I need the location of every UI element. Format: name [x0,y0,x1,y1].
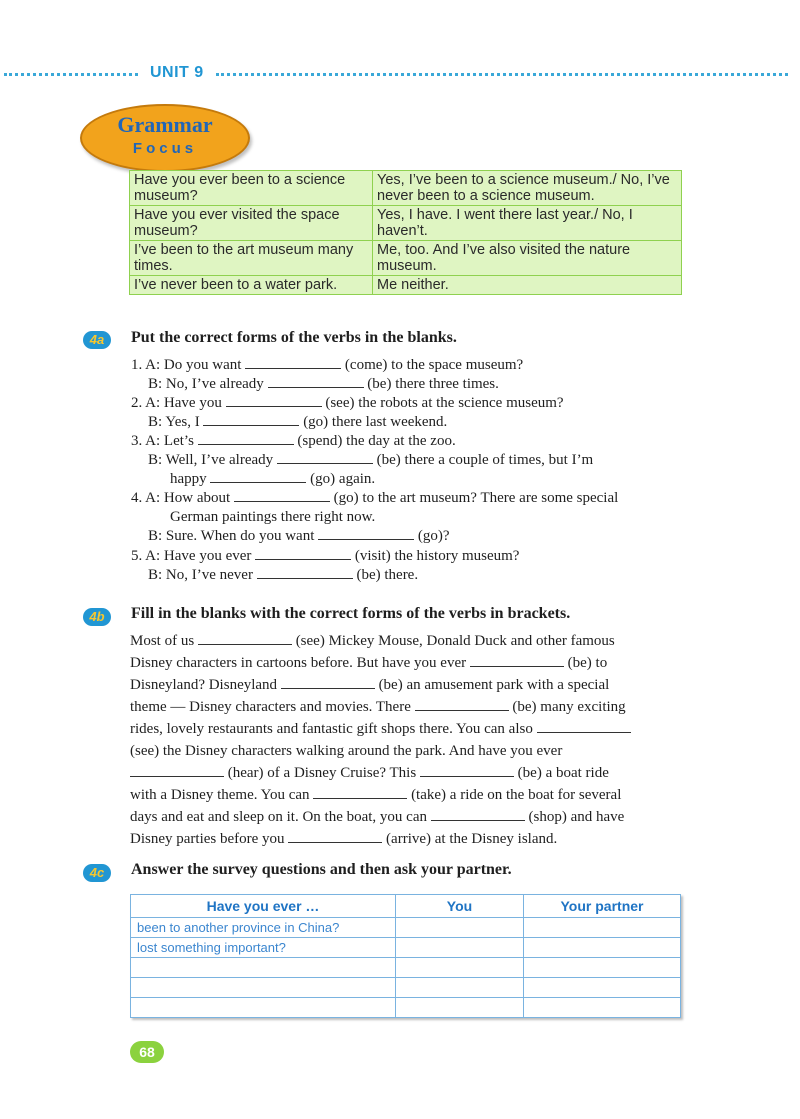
answer-blank[interactable] [203,424,299,426]
exercise-line: B: No, I’ve already (be) there three times. [148,376,499,392]
answer-blank[interactable] [198,443,294,445]
exercise-line: 2. A: Have you (see) the robots at the science museum? [131,395,564,411]
survey-header-partner: Your partner [524,895,681,918]
answer-blank[interactable] [226,405,322,407]
answer-blank[interactable] [255,558,351,560]
table-row [131,998,681,1018]
exercise-line: German paintings there right now. [170,509,376,525]
survey-question[interactable] [131,978,396,998]
header-dots-right [216,73,788,76]
exercise-line: B: Well, I’ve already (be) there a couple of times, but I’m [148,452,594,468]
paragraph-line: Disney characters in cartoons before. But have you ever (be) to [130,655,608,671]
survey-answer-you[interactable] [396,998,524,1018]
survey-question: been to another province in China? [131,918,396,938]
table-row [131,918,681,938]
exercise-line: B: No, I’ve never (be) there. [148,567,419,583]
survey-table [130,894,681,1018]
survey-answer-you[interactable] [396,938,524,958]
paragraph-line: Disney parties before you (arrive) at the Disney island. [130,831,558,847]
section-4b-badge: 4b [83,608,111,626]
answer-blank[interactable] [420,775,514,777]
table-row [131,978,681,998]
answer-blank[interactable] [415,709,509,711]
paragraph-line: days and eat and sleep on it. On the boat, you can (shop) and have [130,809,625,825]
grammar-question: I’ve been to the art museum many times. [130,241,373,276]
badge-title: Grammar [117,112,213,137]
table-row [130,206,682,241]
answer-blank[interactable] [210,481,306,483]
answer-blank[interactable] [130,775,224,777]
survey-question: lost something important? [131,938,396,958]
table-row [131,958,681,978]
grammar-question: Have you ever visited the space museum? [130,206,373,241]
table-row [130,171,682,206]
answer-blank[interactable] [470,665,564,667]
section-4a-heading: Put the correct forms of the verbs in the blanks. [131,329,457,346]
survey-header-row [131,895,681,918]
grammar-question: Have you ever been to a science museum? [130,171,373,206]
paragraph-line: rides, lovely restaurants and fantastic gift shops there. You can also [130,720,631,739]
table-row [130,276,682,295]
answer-blank[interactable] [257,577,353,579]
exercise-line: happy (go) again. [170,471,376,487]
answer-blank[interactable] [537,731,631,733]
answer-blank[interactable] [281,687,375,689]
table-row [130,241,682,276]
answer-blank[interactable] [318,538,414,540]
grammar-answer: Me, too. And I’ve also visited the nature museum. [373,241,682,276]
answer-blank[interactable] [313,797,407,799]
survey-header-you: You [396,895,524,918]
exercise-line: B: Yes, I (go) there last weekend. [148,414,448,430]
survey-answer-partner[interactable] [524,938,681,958]
header-dots-left [4,73,138,76]
survey-question[interactable] [131,958,396,978]
survey-answer-partner[interactable] [524,958,681,978]
survey-question[interactable] [131,998,396,1018]
badge-subtitle: Focus [132,140,198,157]
exercise-line: 3. A: Let’s (spend) the day at the zoo. [131,433,456,449]
answer-blank[interactable] [198,643,292,645]
answer-blank[interactable] [431,819,525,821]
survey-answer-partner[interactable] [524,978,681,998]
grammar-answer: Yes, I have. I went there last year./ No, I haven’t. [373,206,682,241]
grammar-focus-badge [80,104,250,172]
survey-answer-you[interactable] [396,918,524,938]
answer-blank[interactable] [234,500,330,502]
answer-blank[interactable] [288,841,382,843]
survey-answer-you[interactable] [396,978,524,998]
survey-header-question: Have you ever … [131,895,396,918]
paragraph-line: with a Disney theme. You can (take) a ride on the boat for several [130,787,622,803]
section-4c-heading: Answer the survey questions and then ask your partner. [131,861,512,878]
paragraph-line: Disneyland? Disneyland (be) an amusement park with a special [130,677,610,693]
unit-title: UNIT 9 [150,64,204,81]
grammar-table [129,170,682,295]
grammar-answer: Me neither. [373,276,682,295]
exercise-line: B: Sure. When do you want (go)? [148,528,450,544]
survey-answer-partner[interactable] [524,998,681,1018]
answer-blank[interactable] [268,386,364,388]
exercise-line: 1. A: Do you want (come) to the space museum? [131,357,524,373]
survey-answer-partner[interactable] [524,918,681,938]
exercise-line: 5. A: Have you ever (visit) the history museum? [131,548,520,564]
grammar-question: I’ve never been to a water park. [130,276,373,295]
paragraph-line: Most of us (see) Mickey Mouse, Donald Duck and other famous [130,633,615,649]
paragraph-line: (hear) of a Disney Cruise? This (be) a boat ride [130,764,609,783]
answer-blank[interactable] [277,462,373,464]
paragraph-line: theme — Disney characters and movies. There (be) many exciting [130,699,626,715]
section-4c-badge: 4c [83,864,111,882]
paragraph-line: (see) the Disney characters walking around the park. And have you ever [130,743,563,759]
table-row [131,938,681,958]
grammar-answer: Yes, I’ve been to a science museum./ No, I’ve never been to a science museum. [373,171,682,206]
survey-answer-you[interactable] [396,958,524,978]
section-4b-heading: Fill in the blanks with the correct forms of the verbs in brackets. [131,605,571,622]
section-4a-badge: 4a [83,331,111,349]
page-number: 68 [130,1041,164,1063]
answer-blank[interactable] [245,367,341,369]
exercise-line: 4. A: How about (go) to the art museum? There are some special [131,490,619,506]
